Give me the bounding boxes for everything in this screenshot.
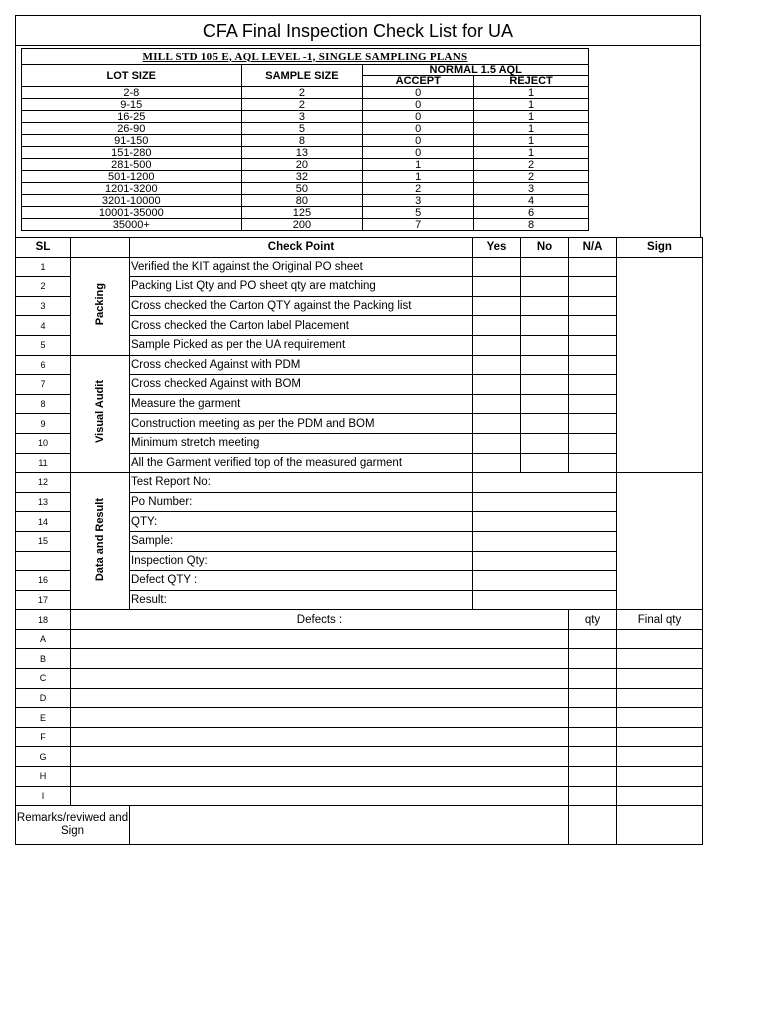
defect-description[interactable] [71,708,569,728]
defect-description[interactable] [71,747,569,767]
yes-cell[interactable] [473,296,521,316]
inspection-checklist-table [15,237,703,845]
aql-row [22,219,589,231]
aql-rows [22,87,589,231]
table-row [16,355,703,375]
table-row [16,473,703,493]
header-yes: Yes [473,238,521,258]
aql-header-lot-size: LOT SIZE [22,65,242,87]
aql-cell-sample: 8 [241,135,363,147]
defect-qty[interactable] [569,649,617,669]
defects-final-qty-header: Final qty [617,610,703,630]
defect-final-qty[interactable] [617,629,703,649]
header-sl: SL [16,238,71,258]
defect-letter: C [16,669,71,689]
defect-final-qty[interactable] [617,688,703,708]
aql-cell-sample: 200 [241,219,363,231]
check-point-text: Measure the garment [130,394,473,414]
check-point-text: Cross checked Against with PDM [130,355,473,375]
aql-cell-reject: 6 [474,207,589,219]
checklist-header-row [16,238,703,258]
defect-final-qty[interactable] [617,669,703,689]
aql-cell-accept: 1 [363,159,474,171]
row-sl: 4 [16,316,71,336]
aql-cell-lot: 501-1200 [22,171,242,183]
na-cell[interactable] [569,316,617,336]
aql-cell-lot: 10001-35000 [22,207,242,219]
defects-label: Defects : [71,610,569,630]
defect-qty[interactable] [569,727,617,747]
aql-cell-reject: 1 [474,111,589,123]
aql-row [22,207,589,219]
na-cell[interactable] [569,394,617,414]
row-sl: 16 [16,571,71,591]
yes-cell[interactable] [473,257,521,277]
aql-cell-lot: 3201-10000 [22,195,242,207]
row-sl [16,551,71,571]
no-cell[interactable] [521,257,569,277]
na-cell[interactable] [569,433,617,453]
check-point-text: Sample Picked as per the UA requirement [130,335,473,355]
remarks-row [16,806,703,845]
check-point-text: Defect QTY : [130,571,473,591]
no-cell[interactable] [521,433,569,453]
aql-cell-sample: 2 [241,87,363,99]
aql-cell-lot: 16-25 [22,111,242,123]
defect-letter: E [16,708,71,728]
check-point-text: Construction meeting as per the PDM and BOM [130,414,473,434]
aql-cell-accept: 1 [363,171,474,183]
na-cell[interactable] [569,296,617,316]
remarks-label: Remarks/reviwed and Sign [16,806,130,845]
na-cell[interactable] [569,414,617,434]
value-cell[interactable] [473,571,617,591]
category-data-and-result-label: Data and Result [94,497,106,581]
row-sl: 1 [16,257,71,277]
no-cell[interactable] [521,355,569,375]
defect-row [16,786,703,806]
row-sl: 14 [16,512,71,532]
no-cell[interactable] [521,316,569,336]
defect-row [16,649,703,669]
aql-cell-sample: 80 [241,195,363,207]
defects-sl: 18 [16,610,71,630]
row-sl: 15 [16,531,71,551]
aql-cell-reject: 3 [474,183,589,195]
defect-final-qty[interactable] [617,708,703,728]
category-data-and-result [71,473,130,610]
aql-cell-accept: 0 [363,147,474,159]
aql-cell-lot: 1201-3200 [22,183,242,195]
defect-description[interactable] [71,727,569,747]
aql-cell-reject: 8 [474,219,589,231]
row-sl: 13 [16,492,71,512]
defect-letter: G [16,747,71,767]
aql-cell-reject: 1 [474,123,589,135]
header-check-point: Check Point [130,238,473,258]
page-title: CFA Final Inspection Check List for UA [15,15,701,45]
aql-sampling-table [21,48,589,231]
check-point-text: All the Garment verified top of the measured garment [130,453,473,473]
defect-description[interactable] [71,767,569,787]
aql-row [22,111,589,123]
header-category [71,238,130,258]
table-row [16,257,703,277]
defect-qty[interactable] [569,708,617,728]
no-cell[interactable] [521,375,569,395]
check-point-text: Minimum stretch meeting [130,433,473,453]
aql-cell-lot: 26-90 [22,123,242,135]
yes-cell[interactable] [473,316,521,336]
defect-row [16,708,703,728]
defect-letter: H [16,767,71,787]
value-cell[interactable] [473,590,617,610]
no-cell[interactable] [521,453,569,473]
defect-row [16,669,703,689]
yes-cell[interactable] [473,277,521,297]
yes-cell[interactable] [473,453,521,473]
yes-cell[interactable] [473,335,521,355]
aql-row [22,87,589,99]
aql-cell-accept: 0 [363,135,474,147]
no-cell[interactable] [521,394,569,414]
defect-final-qty[interactable] [617,649,703,669]
category-packing-label: Packing [94,282,106,326]
aql-cell-accept: 0 [363,87,474,99]
aql-row [22,147,589,159]
row-sl: 17 [16,590,71,610]
aql-cell-reject: 1 [474,99,589,111]
defect-qty[interactable] [569,629,617,649]
defect-description[interactable] [71,629,569,649]
category-packing [71,257,130,355]
check-point-text: Result: [130,590,473,610]
aql-cell-sample: 50 [241,183,363,195]
value-cell[interactable] [473,551,617,571]
defect-final-qty[interactable] [617,767,703,787]
defect-letter: B [16,649,71,669]
row-sl: 10 [16,433,71,453]
defect-qty[interactable] [569,747,617,767]
row-sl: 9 [16,414,71,434]
aql-cell-accept: 7 [363,219,474,231]
row-sl: 8 [16,394,71,414]
defect-row [16,688,703,708]
defect-description[interactable] [71,786,569,806]
aql-row [22,171,589,183]
row-sl: 7 [16,375,71,395]
defect-letter: I [16,786,71,806]
na-cell[interactable] [569,375,617,395]
sign-cell[interactable] [617,257,703,473]
check-point-text: Cross checked Against with BOM [130,375,473,395]
remarks-input[interactable] [130,806,569,845]
aql-cell-sample: 13 [241,147,363,159]
defect-qty[interactable] [569,669,617,689]
aql-cell-accept: 0 [363,99,474,111]
aql-caption: MILL STD 105 E, AQL LEVEL -1, SINGLE SAMPLING PLANS [22,49,589,65]
yes-cell[interactable] [473,355,521,375]
aql-cell-lot: 281-500 [22,159,242,171]
category-visual-audit-label: Visual Audit [94,380,106,444]
value-cell[interactable] [473,512,617,532]
check-point-text: Cross checked the Carton label Placement [130,316,473,336]
na-cell[interactable] [569,453,617,473]
row-sl: 11 [16,453,71,473]
aql-row [22,183,589,195]
aql-row [22,123,589,135]
defect-description[interactable] [71,649,569,669]
defect-row [16,767,703,787]
na-cell[interactable] [569,355,617,375]
defects-qty-header: qty [569,610,617,630]
aql-row [22,99,589,111]
defect-description[interactable] [71,688,569,708]
sign-cell-data[interactable] [617,473,703,610]
aql-cell-lot: 2-8 [22,87,242,99]
value-cell[interactable] [473,492,617,512]
defect-qty[interactable] [569,786,617,806]
aql-cell-accept: 2 [363,183,474,195]
aql-cell-lot: 151-280 [22,147,242,159]
aql-cell-reject: 2 [474,171,589,183]
no-cell[interactable] [521,335,569,355]
row-sl: 12 [16,473,71,493]
row-sl: 2 [16,277,71,297]
aql-cell-lot: 9-15 [22,99,242,111]
aql-cell-sample: 125 [241,207,363,219]
na-cell[interactable] [569,277,617,297]
row-sl: 5 [16,335,71,355]
header-sign: Sign [617,238,703,258]
header-na: N/A [569,238,617,258]
defects-header-row [16,610,703,630]
defect-letter: A [16,629,71,649]
aql-cell-sample: 5 [241,123,363,135]
check-point-text: Cross checked the Carton QTY against the Packing list [130,296,473,316]
defect-row [16,727,703,747]
check-point-text: QTY: [130,512,473,532]
aql-sampling-panel [15,45,701,238]
defect-description[interactable] [71,669,569,689]
aql-header-sample-size: SAMPLE SIZE [241,65,363,87]
row-sl: 3 [16,296,71,316]
yes-cell[interactable] [473,414,521,434]
defect-letter: D [16,688,71,708]
na-cell[interactable] [569,335,617,355]
defect-final-qty[interactable] [617,727,703,747]
check-point-text: Packing List Qty and PO sheet qty are matching [130,277,473,297]
defect-final-qty[interactable] [617,747,703,767]
aql-header-accept: ACCEPT [363,76,474,87]
no-cell[interactable] [521,277,569,297]
no-cell[interactable] [521,296,569,316]
no-cell[interactable] [521,414,569,434]
aql-cell-reject: 1 [474,135,589,147]
aql-cell-reject: 2 [474,159,589,171]
check-point-text: Inspection Qty: [130,551,473,571]
aql-cell-reject: 1 [474,87,589,99]
aql-cell-sample: 32 [241,171,363,183]
aql-row [22,159,589,171]
yes-cell[interactable] [473,394,521,414]
yes-cell[interactable] [473,375,521,395]
aql-cell-accept: 0 [363,111,474,123]
remarks-final[interactable] [617,806,703,845]
aql-cell-sample: 3 [241,111,363,123]
check-point-text: Verified the KIT against the Original PO sheet [130,257,473,277]
remarks-qty[interactable] [569,806,617,845]
aql-header-normal: NORMAL 1.5 AQL [363,65,589,76]
defect-letter: F [16,727,71,747]
aql-cell-accept: 0 [363,123,474,135]
aql-cell-accept: 5 [363,207,474,219]
check-point-text: Sample: [130,531,473,551]
aql-header-reject: REJECT [474,76,589,87]
defect-row [16,747,703,767]
header-no: No [521,238,569,258]
aql-row [22,195,589,207]
check-point-text: Po Number: [130,492,473,512]
defect-qty[interactable] [569,688,617,708]
category-visual-audit [71,355,130,473]
defect-row [16,629,703,649]
aql-cell-reject: 1 [474,147,589,159]
yes-cell[interactable] [473,433,521,453]
defect-qty[interactable] [569,767,617,787]
na-cell[interactable] [569,257,617,277]
aql-cell-reject: 4 [474,195,589,207]
aql-cell-sample: 2 [241,99,363,111]
aql-cell-lot: 35000+ [22,219,242,231]
value-cell[interactable] [473,473,617,493]
aql-cell-lot: 91-150 [22,135,242,147]
aql-row [22,135,589,147]
aql-cell-sample: 20 [241,159,363,171]
check-point-text: Test Report No: [130,473,473,493]
row-sl: 6 [16,355,71,375]
aql-cell-accept: 3 [363,195,474,207]
defect-final-qty[interactable] [617,786,703,806]
value-cell[interactable] [473,531,617,551]
